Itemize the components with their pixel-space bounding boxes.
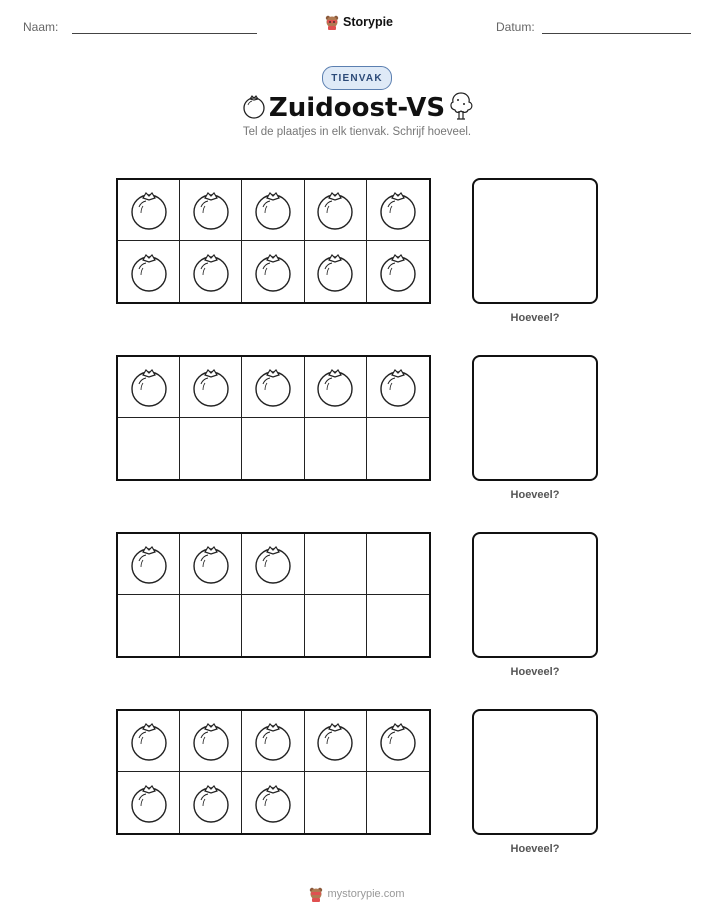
tomato-icon <box>191 782 231 824</box>
ten-frame-cell <box>367 357 429 418</box>
answer-box[interactable] <box>472 709 598 835</box>
answer-label: Hoeveel? <box>510 843 560 855</box>
ten-frame-cell <box>242 772 304 833</box>
brand-logo <box>325 14 393 30</box>
ten-frame-cell <box>367 595 429 656</box>
ten-frame-cell <box>242 418 304 479</box>
category-badge: TIENVAK <box>322 66 392 90</box>
ten-frame <box>116 355 431 481</box>
answer-label: Hoeveel? <box>510 312 560 324</box>
ten-frame-cell <box>180 534 242 595</box>
ten-frame-cell <box>242 241 304 302</box>
tomato-icon <box>191 251 231 293</box>
ten-frame-cell <box>305 772 367 833</box>
footer <box>0 886 714 902</box>
tomato-icon <box>191 720 231 762</box>
ten-frame-cell <box>118 595 180 656</box>
tomato-icon <box>129 366 169 408</box>
ten-frame-cell <box>118 241 180 302</box>
ten-frame-cell <box>180 711 242 772</box>
tomato-icon <box>253 782 293 824</box>
ten-frame-cell <box>305 595 367 656</box>
ten-frame-cell <box>118 711 180 772</box>
ten-frame <box>116 709 431 835</box>
tomato-icon <box>253 366 293 408</box>
footer-url[interactable]: mystorypie.com <box>327 888 405 900</box>
tomato-icon <box>315 720 355 762</box>
instructions: Tel de plaatjes in elk tienvak. Schrijf hoeveel. <box>242 126 472 138</box>
ten-frame-cell <box>367 180 429 241</box>
tomato-icon <box>253 189 293 231</box>
ten-frame-cell <box>367 418 429 479</box>
ten-frame-cell <box>242 357 304 418</box>
tomato-icon <box>129 720 169 762</box>
answer-box[interactable] <box>472 532 598 658</box>
ten-frame-cell <box>180 595 242 656</box>
ten-frame <box>116 532 431 658</box>
tomato-icon <box>315 189 355 231</box>
ten-frame-cell <box>242 534 304 595</box>
ten-frame <box>116 178 431 304</box>
ten-frame-cell <box>180 418 242 479</box>
tomato-icon <box>129 543 169 585</box>
tomato-icon <box>129 251 169 293</box>
ten-frame-cell <box>180 241 242 302</box>
ten-frame-cell <box>118 357 180 418</box>
ten-frame-cell <box>242 595 304 656</box>
ten-frame-cell <box>305 357 367 418</box>
tomato-icon <box>378 251 418 293</box>
tomato-icon <box>378 366 418 408</box>
ten-frame-cell <box>242 711 304 772</box>
tomato-icon <box>378 189 418 231</box>
ten-frame-cell <box>305 534 367 595</box>
tomato-icon <box>129 189 169 231</box>
brand-name: Storypie <box>343 15 394 29</box>
tomato-icon <box>253 543 293 585</box>
name-label: Naam: <box>23 20 59 34</box>
ten-frame-cell <box>367 534 429 595</box>
ten-frame-cell <box>367 241 429 302</box>
ten-frame-cell <box>367 772 429 833</box>
ten-frame-cell <box>118 418 180 479</box>
tomato-icon <box>253 720 293 762</box>
ten-frame-cell <box>305 180 367 241</box>
tree-icon <box>447 90 475 122</box>
date-label: Datum: <box>496 20 535 34</box>
bear-icon <box>325 14 339 30</box>
ten-frame-cell <box>118 180 180 241</box>
bear-icon <box>309 886 323 902</box>
ten-frame-cell <box>305 241 367 302</box>
ten-frame-cell <box>305 418 367 479</box>
tomato-icon <box>315 366 355 408</box>
name-line[interactable] <box>72 33 257 34</box>
ten-frame-cell <box>118 772 180 833</box>
ten-frame-cell <box>305 711 367 772</box>
ten-frame-cell <box>242 180 304 241</box>
ten-frame-cell <box>367 711 429 772</box>
tomato-icon <box>191 366 231 408</box>
tomato-icon <box>191 543 231 585</box>
date-line[interactable] <box>542 33 691 34</box>
tomato-icon <box>378 720 418 762</box>
ten-frame-cell <box>180 772 242 833</box>
page-title: Zuidoost-VS <box>268 93 446 123</box>
tomato-icon <box>129 782 169 824</box>
answer-box[interactable] <box>472 355 598 481</box>
ten-frame-cell <box>180 180 242 241</box>
tomato-icon <box>191 189 231 231</box>
answer-label: Hoeveel? <box>510 666 560 678</box>
answer-box[interactable] <box>472 178 598 304</box>
tomato-icon <box>315 251 355 293</box>
tomato-icon <box>253 251 293 293</box>
answer-label: Hoeveel? <box>510 489 560 501</box>
ten-frame-cell <box>118 534 180 595</box>
ten-frame-cell <box>180 357 242 418</box>
